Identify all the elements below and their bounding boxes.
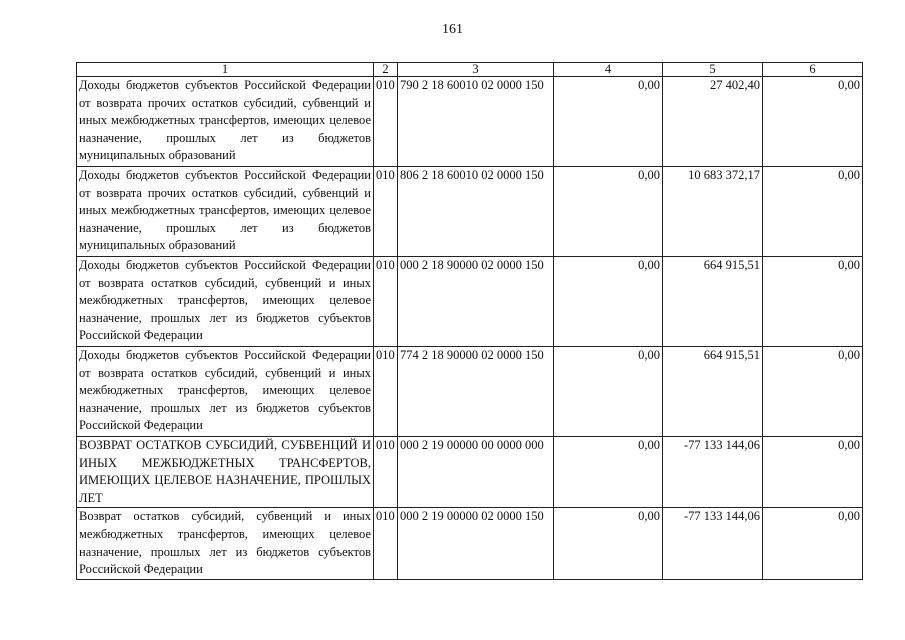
row-value-col5: 27 402,40 bbox=[663, 77, 763, 167]
row-line-code: 010 bbox=[374, 77, 398, 167]
column-header: 1 bbox=[77, 63, 374, 77]
row-budget-code: 000 2 18 90000 02 0000 150 bbox=[398, 257, 554, 347]
row-line-code: 010 bbox=[374, 508, 398, 579]
row-value-col6: 0,00 bbox=[763, 508, 863, 579]
row-value-col5: -77 133 144,06 bbox=[663, 437, 763, 508]
row-value-col4: 0,00 bbox=[554, 167, 663, 257]
row-value-col5: 664 915,51 bbox=[663, 257, 763, 347]
column-header: 4 bbox=[554, 63, 663, 77]
row-line-code: 010 bbox=[374, 437, 398, 508]
row-value-col6: 0,00 bbox=[763, 257, 863, 347]
column-header: 2 bbox=[374, 63, 398, 77]
column-header: 6 bbox=[763, 63, 863, 77]
row-line-code: 010 bbox=[374, 167, 398, 257]
row-line-code: 010 bbox=[374, 347, 398, 437]
row-description: Возврат остатков субсидий, субвенций и иных межбюджетных трансфертов, имеющих целевое назначение, прошлых лет из бюджетов субъектов Российской Федерации bbox=[77, 508, 374, 579]
row-description: Доходы бюджетов субъектов Российской Федерации от возврата остатков субсидий, субвенций и иных межбюджетных трансфертов, имеющих целевое назначение, прошлых лет из бюджетов субъектов Российской Федерации bbox=[77, 347, 374, 437]
row-budget-code: 000 2 19 00000 00 0000 000 bbox=[398, 437, 554, 508]
row-budget-code: 774 2 18 90000 02 0000 150 bbox=[398, 347, 554, 437]
row-description: Доходы бюджетов субъектов Российской Федерации от возврата прочих остатков субсидий, субвенций и иных межбюджетных трансфертов, имеющих целевое назначение, прошлых лет из бюджетов муниципальных образований bbox=[77, 77, 374, 167]
row-value-col4: 0,00 bbox=[554, 508, 663, 579]
row-value-col6: 0,00 bbox=[763, 167, 863, 257]
column-header: 3 bbox=[398, 63, 554, 77]
row-value-col6: 0,00 bbox=[763, 77, 863, 167]
page-number: 161 bbox=[442, 22, 463, 37]
table-row bbox=[77, 167, 863, 257]
table-row bbox=[77, 257, 863, 347]
row-budget-code: 000 2 19 00000 02 0000 150 bbox=[398, 508, 554, 579]
row-line-code: 010 bbox=[374, 257, 398, 347]
table-row bbox=[77, 77, 863, 167]
column-header: 5 bbox=[663, 63, 763, 77]
budget-table bbox=[76, 62, 863, 580]
row-value-col4: 0,00 bbox=[554, 347, 663, 437]
row-value-col6: 0,00 bbox=[763, 437, 863, 508]
row-description: Доходы бюджетов субъектов Российской Федерации от возврата остатков субсидий, субвенций и иных межбюджетных трансфертов, имеющих целевое назначение, прошлых лет из бюджетов субъектов Российской Федерации bbox=[77, 257, 374, 347]
table-row bbox=[77, 437, 863, 508]
row-value-col4: 0,00 bbox=[554, 77, 663, 167]
row-description: Доходы бюджетов субъектов Российской Федерации от возврата прочих остатков субсидий, субвенций и иных межбюджетных трансфертов, имеющих целевое назначение, прошлых лет из бюджетов муниципальных образований bbox=[77, 167, 374, 257]
row-value-col4: 0,00 bbox=[554, 437, 663, 508]
row-description: ВОЗВРАТ ОСТАТКОВ СУБСИДИЙ, СУБВЕНЦИЙ И ИНЫХ МЕЖБЮДЖЕТНЫХ ТРАНСФЕРТОВ, ИМЕЮЩИХ ЦЕЛЕВОЕ НАЗНАЧЕНИЕ, ПРОШЛЫХ ЛЕТ bbox=[77, 437, 374, 508]
row-value-col5: 664 915,51 bbox=[663, 347, 763, 437]
table-row bbox=[77, 347, 863, 437]
row-value-col5: -77 133 144,06 bbox=[663, 508, 763, 579]
table-header-row bbox=[77, 63, 863, 77]
row-budget-code: 806 2 18 60010 02 0000 150 bbox=[398, 167, 554, 257]
row-budget-code: 790 2 18 60010 02 0000 150 bbox=[398, 77, 554, 167]
row-value-col5: 10 683 372,17 bbox=[663, 167, 763, 257]
row-value-col6: 0,00 bbox=[763, 347, 863, 437]
table-row bbox=[77, 508, 863, 579]
row-value-col4: 0,00 bbox=[554, 257, 663, 347]
